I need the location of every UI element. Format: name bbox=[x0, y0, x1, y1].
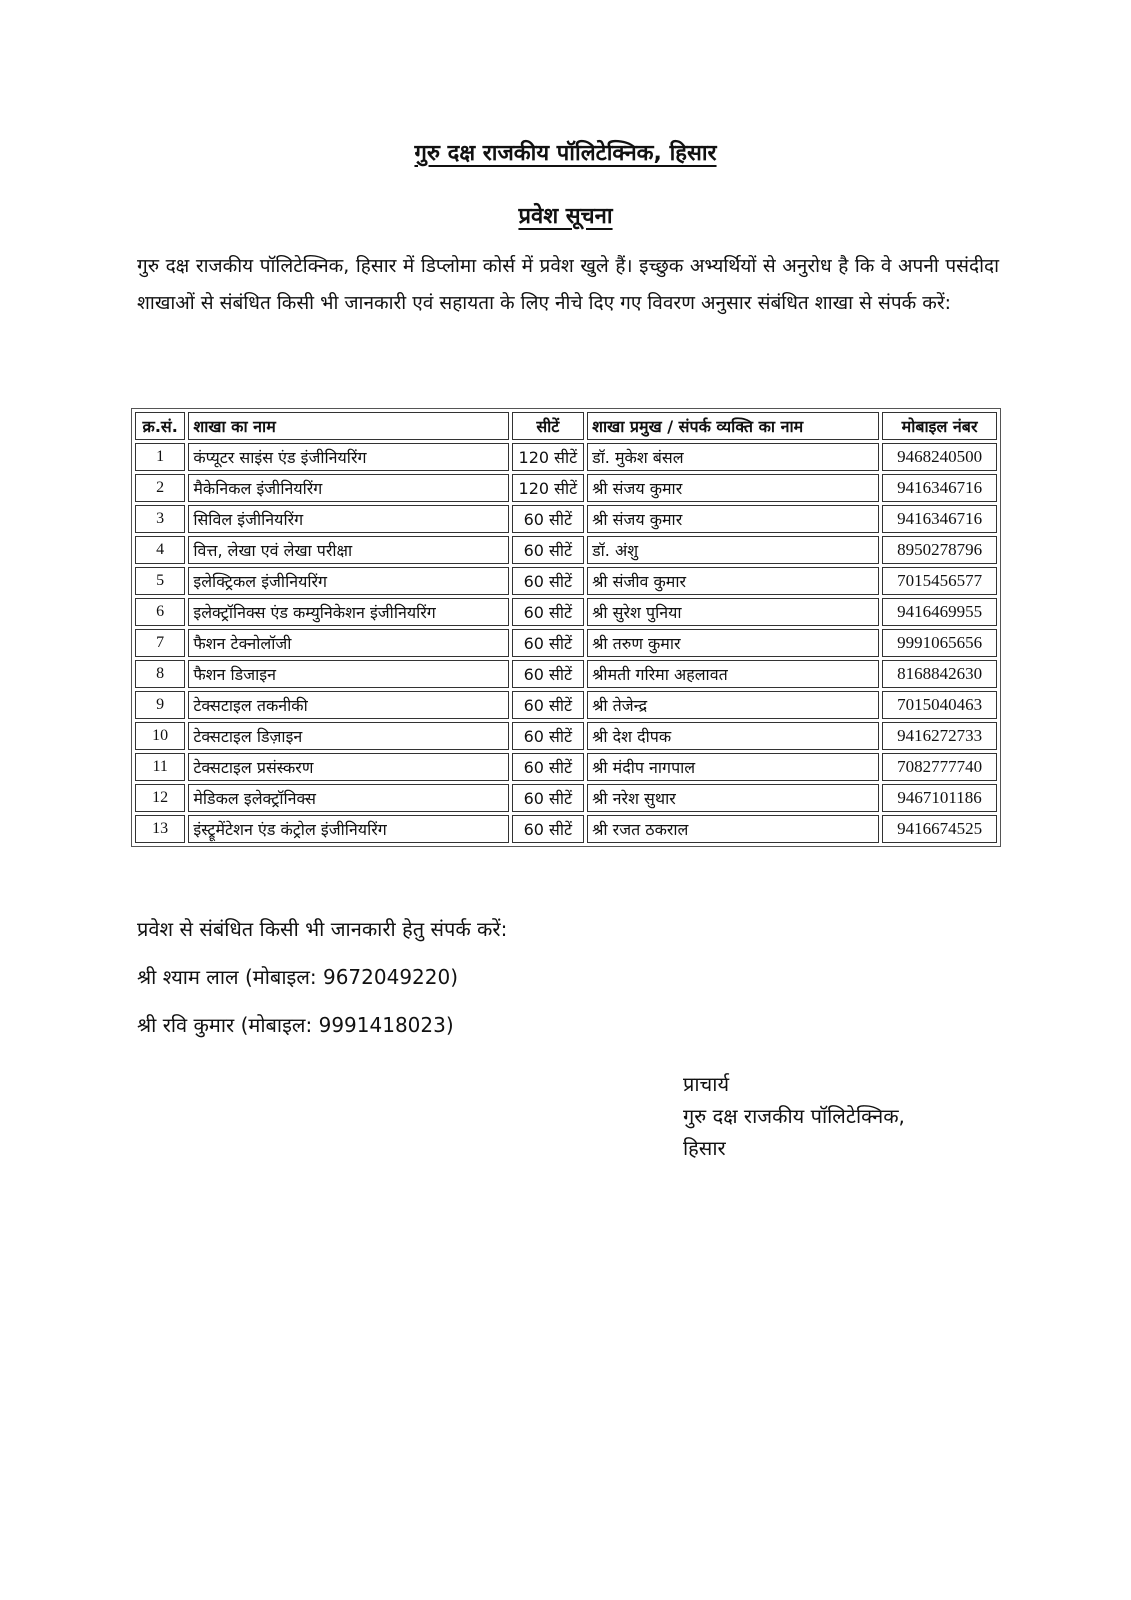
mobile-cell: 7015456577 bbox=[882, 567, 997, 595]
contact-person-cell: डॉ. अंशु bbox=[587, 536, 879, 564]
seats-cell: 60 सीटें bbox=[512, 505, 585, 533]
contact-person: श्री रवि कुमार (मोबाइल: 9991418023) bbox=[137, 1013, 454, 1037]
table-body bbox=[135, 443, 997, 843]
contact-person-cell: श्री तेजेन्द्र bbox=[587, 691, 879, 719]
branch-name-cell: सिविल इंजीनियरिंग bbox=[188, 505, 508, 533]
seats-cell: 60 सीटें bbox=[512, 598, 585, 626]
serial-cell: 6 bbox=[135, 598, 185, 626]
branch-name-cell: कंप्यूटर साइंस एंड इंजीनियरिंग bbox=[188, 443, 508, 471]
table-row bbox=[135, 784, 997, 812]
header-seats: सीटें bbox=[512, 412, 585, 440]
contact-person-cell: श्री संजय कुमार bbox=[587, 505, 879, 533]
contact-person-cell: श्री तरुण कुमार bbox=[587, 629, 879, 657]
contact-person-cell: श्री मंदीप नागपाल bbox=[587, 753, 879, 781]
serial-cell: 1 bbox=[135, 443, 185, 471]
branch-table bbox=[131, 408, 1001, 847]
seats-cell: 60 सीटें bbox=[512, 629, 585, 657]
serial-cell: 2 bbox=[135, 474, 185, 502]
branch-name-cell: फैशन टेक्नोलॉजी bbox=[188, 629, 508, 657]
mobile-cell: 9416272733 bbox=[882, 722, 997, 750]
serial-cell: 12 bbox=[135, 784, 185, 812]
table-row bbox=[135, 815, 997, 843]
header-mobile: मोबाइल नंबर bbox=[882, 412, 997, 440]
serial-cell: 4 bbox=[135, 536, 185, 564]
mobile-cell: 9468240500 bbox=[882, 443, 997, 471]
mobile-cell: 8168842630 bbox=[882, 660, 997, 688]
branch-name-cell: इलेक्ट्रॉनिक्स एंड कम्युनिकेशन इंजीनियरिंग bbox=[188, 598, 508, 626]
branch-name-cell: मैकेनिकल इंजीनियरिंग bbox=[188, 474, 508, 502]
table-row bbox=[135, 753, 997, 781]
serial-cell: 13 bbox=[135, 815, 185, 843]
contact-person-cell: श्री संजय कुमार bbox=[587, 474, 879, 502]
header-contact-person: शाखा प्रमुख / संपर्क व्यक्ति का नाम bbox=[587, 412, 879, 440]
table-row bbox=[135, 505, 997, 533]
serial-cell: 5 bbox=[135, 567, 185, 595]
serial-cell: 11 bbox=[135, 753, 185, 781]
serial-cell: 9 bbox=[135, 691, 185, 719]
notice-subtitle: प्रवेश सूचना bbox=[518, 204, 613, 229]
branch-name-cell: मेडिकल इलेक्ट्रॉनिक्स bbox=[188, 784, 508, 812]
seats-cell: 60 सीटें bbox=[512, 784, 585, 812]
mobile-cell: 9467101186 bbox=[882, 784, 997, 812]
table-row bbox=[135, 474, 997, 502]
contact-person-cell: श्री रजत ठकराल bbox=[587, 815, 879, 843]
serial-cell: 10 bbox=[135, 722, 185, 750]
mobile-cell: 9416346716 bbox=[882, 505, 997, 533]
serial-cell: 8 bbox=[135, 660, 185, 688]
branch-name-cell: इंस्ट्रूमेंटेशन एंड कंट्रोल इंजीनियरिंग bbox=[188, 815, 508, 843]
contact-person-cell: श्री संजीव कुमार bbox=[587, 567, 879, 595]
signature-city: हिसार bbox=[683, 1136, 726, 1160]
branch-name-cell: टेक्सटाइल प्रसंस्करण bbox=[188, 753, 508, 781]
admission-contact bbox=[137, 905, 507, 1049]
seats-cell: 60 सीटें bbox=[512, 753, 585, 781]
contact-person-cell: डॉ. मुकेश बंसल bbox=[587, 443, 879, 471]
table-header-row bbox=[135, 412, 997, 440]
table-row bbox=[135, 691, 997, 719]
intro-paragraph: गुरु दक्ष राजकीय पॉलिटेक्निक, हिसार में डिप्लोमा कोर्स में प्रवेश खुले हैं। इच्छुक अभ्यर्थियों से अनुरोध है कि वे अपनी पसंदीदा शाखाओं से संबंधित किसी भी जानकारी एवं सहायता के लिए नीचे दिए गए विवरण अनुसार संबंधित शाखा से संपर्क करें: bbox=[137, 255, 999, 314]
mobile-cell: 7015040463 bbox=[882, 691, 997, 719]
mobile-cell: 7082777740 bbox=[882, 753, 997, 781]
mobile-cell: 9416469955 bbox=[882, 598, 997, 626]
signature-designation: प्राचार्य bbox=[683, 1072, 730, 1096]
table-row bbox=[135, 598, 997, 626]
table-row bbox=[135, 567, 997, 595]
contact-heading: प्रवेश से संबंधित किसी भी जानकारी हेतु संपर्क करें: bbox=[137, 917, 508, 941]
seats-cell: 60 सीटें bbox=[512, 722, 585, 750]
contact-person-cell: श्रीमती गरिमा अहलावत bbox=[587, 660, 879, 688]
mobile-cell: 8950278796 bbox=[882, 536, 997, 564]
seats-cell: 60 सीटें bbox=[512, 567, 585, 595]
contact-person-cell: श्री सुरेश पुनिया bbox=[587, 598, 879, 626]
seats-cell: 60 सीटें bbox=[512, 660, 585, 688]
table-row bbox=[135, 443, 997, 471]
seats-cell: 60 सीटें bbox=[512, 536, 585, 564]
seats-cell: 120 सीटें bbox=[512, 474, 585, 502]
seats-cell: 120 सीटें bbox=[512, 443, 585, 471]
table-row bbox=[135, 722, 997, 750]
mobile-cell: 9991065656 bbox=[882, 629, 997, 657]
signature-block bbox=[683, 1068, 905, 1164]
branch-name-cell: इलेक्ट्रिकल इंजीनियरिंग bbox=[188, 567, 508, 595]
serial-cell: 7 bbox=[135, 629, 185, 657]
table-row bbox=[135, 536, 997, 564]
contact-person-cell: श्री देश दीपक bbox=[587, 722, 879, 750]
branch-name-cell: वित्त, लेखा एवं लेखा परीक्षा bbox=[188, 536, 508, 564]
branch-name-cell: फैशन डिजाइन bbox=[188, 660, 508, 688]
contact-person: श्री श्याम लाल (मोबाइल: 9672049220) bbox=[137, 965, 459, 989]
seats-cell: 60 सीटें bbox=[512, 815, 585, 843]
mobile-cell: 9416346716 bbox=[882, 474, 997, 502]
serial-cell: 3 bbox=[135, 505, 185, 533]
branch-name-cell: टेक्सटाइल तकनीकी bbox=[188, 691, 508, 719]
seats-cell: 60 सीटें bbox=[512, 691, 585, 719]
header-serial: क्र.सं. bbox=[135, 412, 185, 440]
signature-institute: गुरु दक्ष राजकीय पॉलिटेक्निक, bbox=[683, 1104, 905, 1128]
table-row bbox=[135, 629, 997, 657]
page-title: गुरु दक्ष राजकीय पॉलिटेक्निक, हिसार bbox=[414, 141, 717, 166]
header-branch-name: शाखा का नाम bbox=[188, 412, 508, 440]
branch-name-cell: टेक्सटाइल डिज़ाइन bbox=[188, 722, 508, 750]
mobile-cell: 9416674525 bbox=[882, 815, 997, 843]
table-row bbox=[135, 660, 997, 688]
contact-person-cell: श्री नरेश सुथार bbox=[587, 784, 879, 812]
